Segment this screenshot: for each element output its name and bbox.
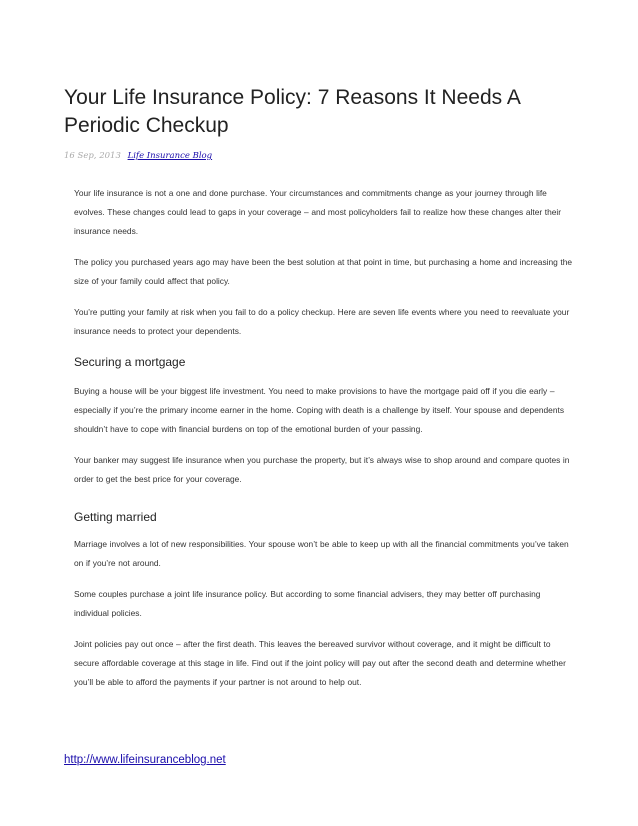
- section-heading-married: Getting married: [74, 510, 157, 524]
- post-date: 16 Sep, 2013: [64, 151, 121, 161]
- section-heading-mortgage: Securing a mortgage: [74, 355, 186, 369]
- section-paragraph: Joint policies pay out once – after the first death. This leaves the bereaved survivor without coverage, and it might be difficult to secure affordable coverage at this stage in life. Find out if the joint policy will pay out after the second death and determine whether you’ll be able to afford the payments if your partner is not around to help out.: [74, 639, 566, 687]
- footer-url-link[interactable]: http://www.lifeinsuranceblog.net: [64, 754, 226, 766]
- intro-paragraph: You’re putting your family at risk when you fail to do a policy checkup. Here are seven life events where you need to reevaluate your insurance needs to protect your dependents.: [74, 307, 570, 336]
- intro-paragraph: The policy you purchased years ago may have been the best solution at that point in time, but purchasing a home and increasing the size of your family could affect that policy.: [74, 257, 573, 286]
- page-title: Your Life Insurance Policy: 7 Reasons It Needs A Periodic Checkup: [64, 86, 520, 137]
- section-paragraph: Buying a house will be your biggest life investment. You need to make provisions to have the mortgage paid off if you die early – especially if you’re the primary income earner in the home. Coping with death is a challenge by itself. Your spouse and dependents shouldn’t have to cope with financial burdens on top of the emotional burden of your passing.: [74, 386, 565, 434]
- article-body: [74, 184, 574, 704]
- section-paragraph: Marriage involves a lot of new responsibilities. Your spouse won’t be able to keep up with all the financial commitments you’ve taken on if you’re not around.: [74, 539, 569, 568]
- section-paragraph: Your banker may suggest life insurance when you purchase the property, but it’s always wise to shop around and compare quotes in order to get the best price for your coverage.: [74, 455, 570, 484]
- post-meta: [64, 151, 212, 161]
- category-link[interactable]: Life Insurance Blog: [127, 151, 213, 161]
- intro-paragraph: Your life insurance is not a one and done purchase. Your circumstances and commitments change as your journey through life evolves. These changes could lead to gaps in your coverage – and most policyholders fail to realize how these changes alter their insurance needs.: [74, 188, 562, 236]
- section-paragraph: Some couples purchase a joint life insurance policy. But according to some financial advisers, they may better off purchasing individual policies.: [74, 589, 541, 618]
